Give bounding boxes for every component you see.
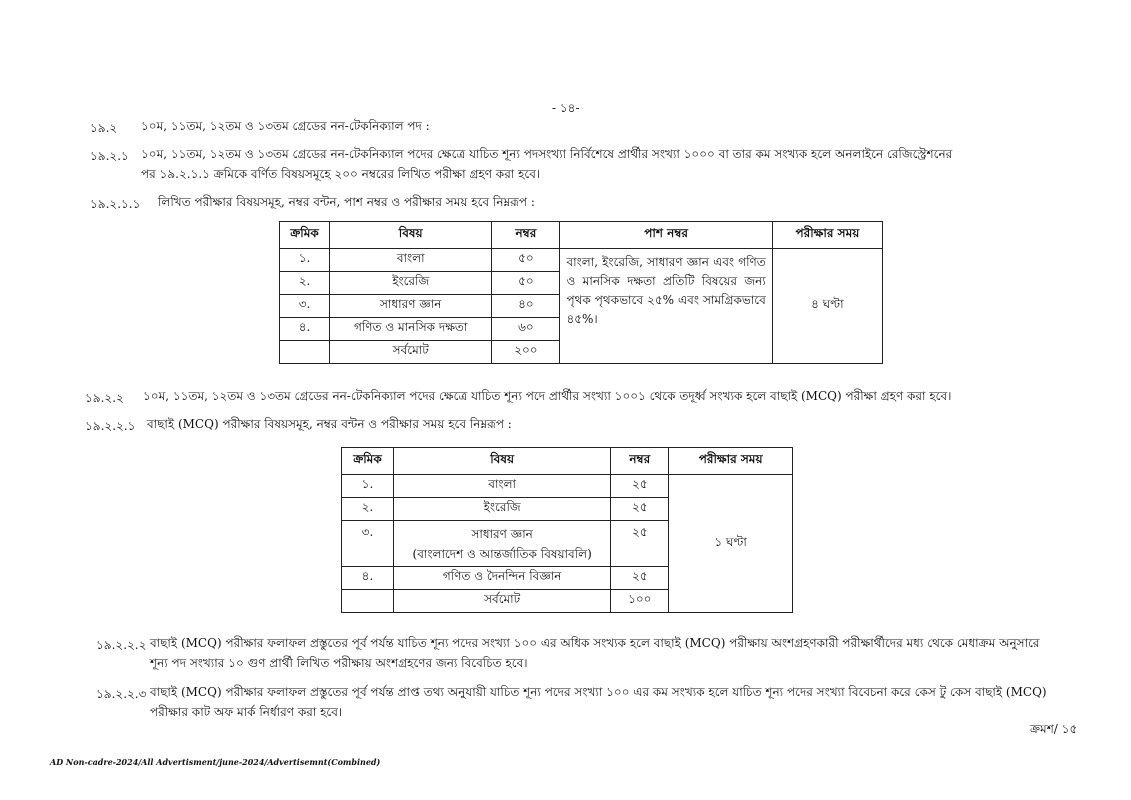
- marks-cell: ২৫: [611, 521, 669, 567]
- subject-subline: (বাংলাদেশ ও আন্তর্জাতিক বিষয়াবলি): [412, 546, 592, 561]
- exam-time-cell: ১ ঘণ্টা: [669, 475, 793, 613]
- section-number: ১৯.২.১: [90, 149, 129, 163]
- paragraph-line: বাছাই (MCQ) পরীক্ষার ফলাফল প্রস্তুতের পূর্ব পর্যন্ত প্রাপ্ত তথ্য অনুযায়ী যাচিত শূন্য পদের সংখ্যা ১০০ এর কম সংখ্যক হলে যাচিত শূন্য পদের সংখ্যা বিবেচনা করে কেস টু কেস বাছাই (MCQ): [150, 685, 1047, 699]
- marks-cell: ৬০: [492, 318, 560, 341]
- paragraph-line: ১০ম, ১১তম, ১২তম ও ১৩তম গ্রেডের নন-টেকনিক্যাল পদের ক্ষেত্রে যাচিত শূন্য পদে প্রার্থীর সংখ্যা ১০০১ থেকে তদূর্ধ্ব সংখ্যক হলে বাছাই (MCQ) পরীক্ষা গ্রহণ করা হবে।: [143, 389, 952, 403]
- serial-cell: ৩.: [342, 521, 394, 567]
- paragraph-line: বাছাই (MCQ) পরীক্ষার বিষয়সমূহ, নম্বর বন্টন ও পরীক্ষার সময় হবে নিম্নরূপ :: [147, 417, 512, 431]
- section-number: ১৯.২.২.৩: [96, 687, 147, 701]
- section-number: ১৯.২: [90, 121, 118, 135]
- col-header: বিষয়: [393, 448, 610, 475]
- serial-cell: ৩.: [280, 295, 330, 318]
- col-header: পরীক্ষার সময়: [772, 222, 882, 249]
- mcq-exam-table: [341, 447, 793, 613]
- paragraph-line: লিখিত পরীক্ষার বিষয়সমূহ, নম্বর বন্টন, পাশ নম্বর ও পরীক্ষার সময় হবে নিম্নরূপ :: [158, 195, 535, 209]
- table-header-row: [342, 448, 793, 475]
- col-header: পাশ নম্বর: [560, 222, 772, 249]
- serial-cell: ৪.: [280, 318, 330, 341]
- paragraph-line: ১০ম, ১১তম, ১২তম ও ১৩তম গ্রেডের নন-টেকনিক্যাল পদের ক্ষেত্রে যাচিত শূন্য পদসংখ্যা নির্বিশেষে প্রার্থীর সংখ্যা ১০০০ বা তার কম সংখ্যক হলে অনলাইনে রেজিস্ট্রেশনের: [141, 147, 953, 161]
- marks-cell: ৪০: [492, 295, 560, 318]
- section-heading: ১০ম, ১১তম, ১২তম ও ১৩তম গ্রেডের নন-টেকনিক্যাল পদ :: [141, 119, 430, 133]
- paragraph-line: পরীক্ষার কাট অফ মার্ক নির্ধারণ করা হবে।: [150, 705, 343, 719]
- marks-cell: ৫০: [492, 272, 560, 295]
- serial-cell: [280, 341, 330, 364]
- total-marks: ১০০: [611, 590, 669, 613]
- continued-note: ক্রমশ/ ১৫: [1030, 722, 1078, 736]
- section-number: ১৯.২.২: [85, 391, 124, 405]
- total-label: সর্বমোট: [393, 590, 610, 613]
- col-header: নম্বর: [492, 222, 560, 249]
- serial-cell: ১.: [280, 249, 330, 272]
- paragraph-line: শূন্য পদ সংখ্যার ১০ গুণ প্রার্থী লিখিত পরীক্ষায় অংশগ্রহণের জন্য বিবেচিত হবে।: [150, 656, 528, 670]
- marks-cell: ২৫: [611, 498, 669, 521]
- col-header: বিষয়: [330, 222, 492, 249]
- written-exam-table: [279, 221, 883, 364]
- serial-cell: ১.: [342, 475, 394, 498]
- col-header: পরীক্ষার সময়: [669, 448, 793, 475]
- section-number: ১৯.২.২.২: [96, 638, 147, 652]
- paragraph-line: পর ১৯.২.১.১ ক্রমিকে বর্ণিত বিষয়সমূহে ২০০ নম্বরের লিখিত পরীক্ষা গ্রহণ করা হবে।: [141, 167, 541, 181]
- serial-cell: ২.: [280, 272, 330, 295]
- pass-marks-cell: বাংলা, ইংরেজি, সাধারণ জ্ঞান এবং গণিত ও মানসিক দক্ষতা প্রতিটি বিষয়ের জন্য পৃথক পৃথকভাবে ২৫% এবং সামগ্রিকভাবে ৪৫%।: [560, 249, 772, 364]
- table-header-row: [280, 222, 883, 249]
- marks-cell: ৫০: [492, 249, 560, 272]
- serial-cell: ৪.: [342, 567, 394, 590]
- col-header: ক্রমিক: [280, 222, 330, 249]
- paragraph-line: বাছাই (MCQ) পরীক্ষার ফলাফল প্রস্তুতের পূর্ব পর্যন্ত যাচিত শূন্য পদের সংখ্যা ১০০ এর অধিক সংখ্যক হলে বাছাই (MCQ) পরীক্ষায় অংশগ্রহণকারী পরীক্ষার্থীদের মধ্য থেকে মেধাক্রম অনুসারে: [150, 636, 1040, 650]
- page-number: - ১৪-: [552, 101, 580, 115]
- subject-cell: সাধারণ জ্ঞান: [330, 295, 492, 318]
- marks-cell: ২৫: [611, 567, 669, 590]
- col-header: ক্রমিক: [342, 448, 394, 475]
- section-number: ১৯.২.১.১: [90, 197, 141, 211]
- total-marks: ২০০: [492, 341, 560, 364]
- exam-time-cell: ৪ ঘণ্টা: [772, 249, 882, 364]
- table-row: [342, 475, 793, 498]
- subject-line: সাধারণ জ্ঞান: [471, 526, 533, 541]
- subject-cell: গণিত ও দৈনন্দিন বিজ্ঞান: [393, 567, 610, 590]
- subject-cell: বাংলা: [330, 249, 492, 272]
- subject-cell: ইংরেজি: [393, 498, 610, 521]
- subject-cell: গণিত ও মানসিক দক্ষতা: [330, 318, 492, 341]
- serial-cell: [342, 590, 394, 613]
- col-header: নম্বর: [611, 448, 669, 475]
- serial-cell: ২.: [342, 498, 394, 521]
- total-label: সর্বমোট: [330, 341, 492, 364]
- footer-path: AD Non-cadre-2024/All Advertisment/june-2024/Advertisemnt(Combined): [50, 757, 381, 767]
- table-row: [280, 249, 883, 272]
- marks-cell: ২৫: [611, 475, 669, 498]
- subject-cell: ইংরেজি: [330, 272, 492, 295]
- section-number: ১৯.২.২.১: [85, 419, 136, 433]
- subject-cell: [393, 521, 610, 567]
- subject-cell: বাংলা: [393, 475, 610, 498]
